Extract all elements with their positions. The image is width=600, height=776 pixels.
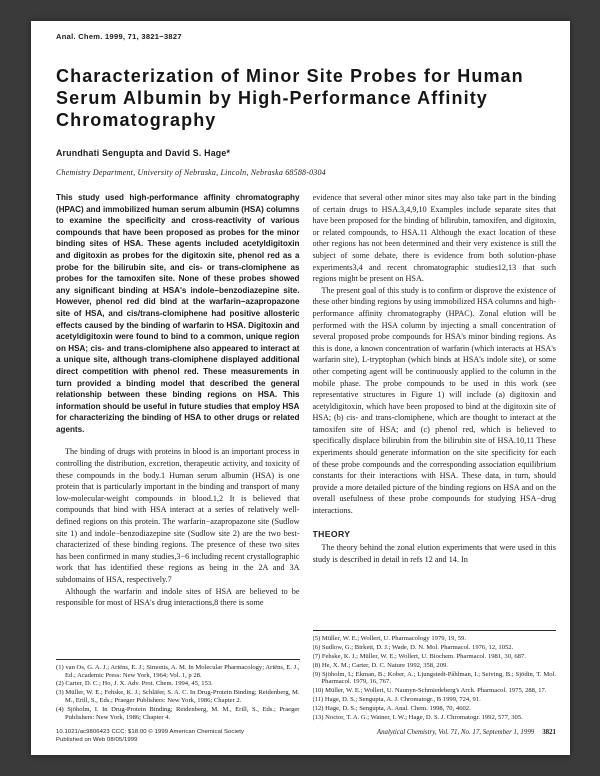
reference-5: (5) Müller, W. E.; Wollert, U. Pharmacology 1979, 19, 59.	[312, 634, 466, 642]
author-line: Arundhati Sengupta and David S. Hage*	[56, 148, 231, 158]
two-column-body	[56, 192, 556, 722]
reference-13: (13) Noctor, T. A. G.; Wainer, I. W.; Hage, D. S. J. Chromatogr. 1992, 577, 305.	[312, 714, 523, 722]
article-title	[56, 65, 556, 131]
article-page	[31, 21, 570, 755]
footer-published-line: Published on Web 08/05/1999	[56, 736, 138, 743]
right-column	[313, 192, 557, 722]
reference-2: (2) Carter, D. C.; Ho, J. X. Adv. Prot. Chem. 1994, 45, 153.	[56, 680, 213, 688]
theory-section-heading: THEORY	[312, 528, 351, 539]
footer-doi-line: 10.1021/ac9806423 CCC: $18.00 © 1999 American Chemical Society	[56, 729, 245, 735]
page-content	[56, 21, 556, 755]
reference-8: (8) He, X. M.; Carter, D. C. Nature 1992, 358, 209.	[312, 661, 448, 669]
footer-citation-block	[377, 729, 556, 736]
reference-1: (1) van Os, G. A. J.; Ariëns, E. J.; Simonis, A. M. In Molecular Pharmacology; Ariëns, E. J., Ed.; Academic Press: New York, 1964; Vol. 1, p 28.	[56, 663, 300, 679]
footer-journal-citation: Analytical Chemistry, Vol. 71, No. 17, September 1, 1999	[376, 729, 535, 736]
intro-paragraph-3: evidence that several other minor sites may also take part in the binding of certain drugs to HSA.3,4,9,10 Examples include separate sites that have been proposed for the binding of bilirubin, tamoxifen, and digitoxin, or related compounds, to HSA.11 Although the exact location of these other regions has not been determined and their very existence is still the subject of some debate, there is evidence from both solution-phase experiments3,4 and recent chromatographic studies12,13 that such regions might be present on HSA.	[312, 193, 556, 284]
intro-paragraph-4: The present goal of this study is to confirm or disprove the existence of these other binding regions by using immobilized HSA columns and high-performance affinity chromatography (HPAC). Zonal elution will be performed with the HSA column by injecting a small concentration of several proposed probe compounds for HSA's minor binding regions. As this is done, a known concentration of warfarin (which interacts at HSA's warfarin site), L-tryptophan (which binds at HSA's indole site), or some other competing agent will be continuously applied to the column in the mobile phase. The probe compounds to be used in this work (see representative structures in Figure 1) will include (a) digitoxin and acetyldigitoxin, which have been proposed to bind at the digitoxin site of HSA; (b) cis- and trans-clomiphene, which are thought to interact at the tamoxifen site of HSA; and (c) phenol red, which is believed to specifically displace bilirubin from the bilirubin site of HSA.10,11 These experiments should generate information on the site specificity for each of these probe compounds and the corresponding association equilibrium constants for their interactions with HSA. These data, in turn, should provide a more detailed picture of the binding regions on HSA and on the overall usefulness of these probe compounds for studying HSA−drug interactions.	[312, 285, 556, 516]
affiliation-line: Chemistry Department, University of Nebraska, Lincoln, Nebraska 68588-0304	[56, 168, 326, 177]
footer-page-number: 3821	[542, 729, 556, 736]
reference-12: (12) Hage, D. S.; Sengupta, A. Anal. Chem. 1998, 70, 4602.	[312, 705, 471, 713]
footnotes-right	[313, 630, 557, 722]
reference-3: (3) Müller, W. E.; Fehske, K. J.; Schläfer, S. A. C. In Drug-Protein Binding; Reidenberg, M. M., Erill, S., Eds.; Praeger Publishers: New York, 1986; Chapter 2.	[56, 689, 300, 705]
article-title-line-1: Characterization of Minor Site Probes for Human	[56, 66, 524, 86]
reference-4: (4) Sjöholm, I. In Drug-Protein Binding; Reidenberg, M. M., Erill, S., Eds.; Praeger Publishers: New York, 1986; Chapter 4.	[56, 706, 300, 722]
footer-copyright-block	[56, 729, 244, 744]
reference-11: (11) Hage, D. S.; Sengupta, A. J. Chromatogr., B 1999, 724, 91.	[312, 696, 481, 704]
article-title-line-3: Chromatography	[56, 110, 217, 130]
reference-9: (9) Sjöholm, I.; Ekman, B.; Kober, A.; Ljungstedt-Påhlman, I.; Seiving, B.; Sjödin, T. Mol. Pharmacol. 1979, 16, 767.	[312, 670, 556, 686]
intro-paragraph-1: The binding of drugs with proteins in blood is an important process in controlling the distribution, excretion, therapeutic activity, and toxicity of these compounds in the body.1 Human serum albumin (HSA) is one protein that is particularly important in the binding and transport of many low-molecular-weight compounds in blood.1,2 It is believed that compounds that bind with HSA interact at a series of relatively well-defined regions on this protein. The warfarin−azapropazone site (Sudlow site 1) and indole−benzodiazepine site (Sudlow site 2) are the two best-characterized of these binding regions. The presence of these two sites has been confirmed in many studies,3−6 including recent crystallographic work that has identified these regions as being in the 2A and 3A subdomains of HSA, respectively.7	[56, 447, 300, 584]
reference-6: (6) Sudlow, G.; Birkett, D. J.; Wade, D. N. Mol. Pharmacol. 1976, 12, 1052.	[312, 643, 514, 651]
journal-citation-header: Anal. Chem. 1999, 71, 3821−3827	[56, 32, 182, 41]
left-column	[56, 192, 300, 722]
theory-paragraph: The theory behind the zonal elution experiments that were used in this study is described in detail in refs 12 and 14. In	[312, 543, 556, 564]
abstract-paragraph: This study used high-performance affinity chromatography (HPAC) and immobilized human serum albumin (HSA) columns to examine the specificity and cross-reactivity of various compounds that have been proposed as probes for the minor binding sites of HSA. These agents included acetyldigitoxin and digitoxin as probes for the digitoxin site, phenol red as a probe for the bilirubin site, and cis- or trans-clomiphene as probes for the tamoxifen site. None of these probes showed any significant binding at HSA's indole−benzodiazepine site. However, phenol red did bind at the warfarin−azapropazone site of HSA, and cis/trans-clomiphene had positive allosteric effects caused by the binding of warfarin to HSA. Digitoxin and acetyldigitoxin were found to bind to a common, unique region on HSA; cis- and trans-clomiphene also appeared to interact at a unique site, although trans-clomiphene displayed additional direct competition with phenol red. These measurements in turn provided a binding model that described the general relationship between these binding regions on HSA. This information should be useful in future studies that employ HSA for characterizing the binding of HSA to other drugs or related agents.	[56, 193, 300, 434]
page-footer	[56, 729, 556, 744]
reference-7: (7) Fehske, K. J.; Müller, W. E.; Wollert, U. Biochem. Pharmacol. 1981, 30, 687.	[312, 652, 526, 660]
reference-10: (10) Müller, W. E.; Wollert, U. Naunyn-Schmiedeberg's Arch. Pharmacol. 1975, 288, 17.	[312, 687, 547, 695]
footnotes-left	[56, 659, 300, 722]
article-title-line-2: Serum Albumin by High-Performance Affinity	[56, 88, 488, 108]
intro-paragraph-2: Although the warfarin and indole sites of HSA are believed to be responsible for most of HSA's drug interactions,8 there is some	[56, 586, 300, 608]
